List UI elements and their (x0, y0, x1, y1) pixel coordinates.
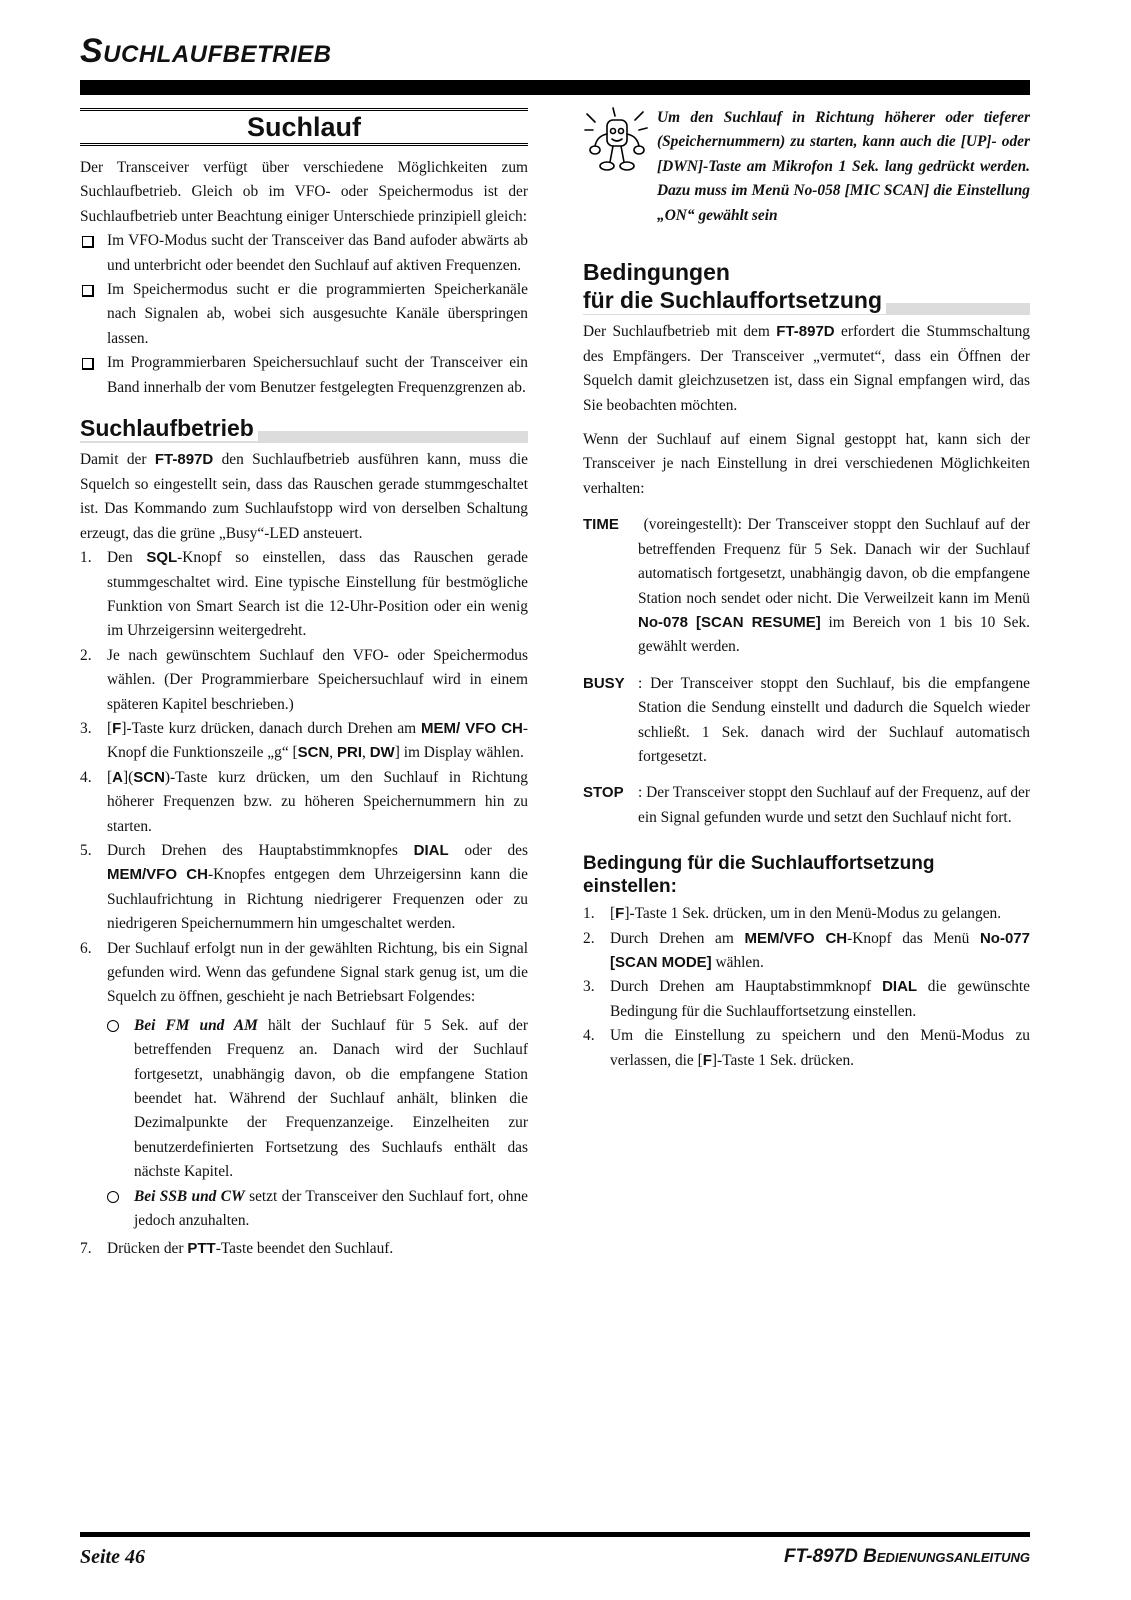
page-number: Seite 46 (80, 1546, 145, 1568)
definition-stop: STOP : Der Transceiver stoppt den Suchlauf auf der Frequenz, auf der ein Signal gefunden wurde und setzt den Suchlauf nicht fort. (583, 784, 1030, 826)
scan-steps-list (80, 546, 528, 1262)
title-rule (80, 80, 1030, 95)
squelch-paragraph: Damit der FT-897D den Suchlaufbetrieb ausführen kann, muss die Squelch so eingestellt sein, dass das Rauschen gerade stummgeschaltet ist. Das Kommando zum Suchlaufstopp wird von derselben Schaltung erzeugt, das die grüne „Busy“-LED ansteuert. (80, 451, 528, 542)
step-2: 2. Durch Drehen am MEM/VFO CH-Knopf das Menü No-077 [SCAN MODE] wählen. (583, 929, 1030, 971)
tip-box (583, 106, 1030, 228)
list-item: Im Programmierbaren Speichersuchlauf sucht der Transceiver ein Band innerhalb der vom Benutzer festgelegten Frequenzgrenzen ab. (80, 351, 528, 400)
checkbox-bullet-icon (82, 358, 94, 370)
page-title: Suchlaufbetrieb (80, 32, 332, 70)
list-item: Bei SSB und CW setzt der Transceiver den Suchlauf fort, ohne jedoch anzuhalten. (107, 1185, 528, 1234)
procedure-heading: Bedingung für die Suchlauffortsetzung einstellen: (583, 853, 935, 898)
resume-intro-paragraph: Der Suchlaufbetrieb mit dem FT-897D erfordert die Stummschaltung des Empfängers. Der Transceiver „vermutet“, dass ein Öffnen der Squelch damit gleichzusetzen ist, dass ein Signal empfangen wird, das Sie beobachten möchten. (583, 323, 1031, 414)
list-item: Im Speichermodus sucht er die programmierten Speicherkanäle nach Signalen ab, wobei sich ausgesuchte Kanäle überspringen lassen. (80, 278, 528, 351)
step-6: 6. Der Suchlauf erfolgt nun in der gewählten Richtung, bis ein Signal gefunden wird. Wenn das gefundene Signal stark genug ist, um die Squelch zu öffnen, geschieht je nach Betriebsart Folgendes: Bei FM und AM hält der Suchlauf für 5 Sek. auf der betreffenden Frequenz an. Danach wird der Suchlauf fortgesetzt, unabhängig davon, ob die empfangene Station beendet hat. Während der Suchlauf anhält, blinken die Dezimalpunkte der Frequenzanzeige. Einzelheiten zur benutzerdefinierten Fortsetzung des Suchlaufs enthält das nächste Kapitel. Bei SSB und CW setzt der Transceiver den Suchlauf fort, ohne jedoch anzuhalten. (80, 937, 528, 1234)
intro-paragraph: Der Transceiver verfügt über verschiedene Möglichkeiten zum Suchlaufbetrieb. Gleich ob im VFO- oder Speichermodus ist der Suchlaufbetrieb unter Beachtung einiger Unterschiede prinzipiell gleich: (80, 159, 528, 225)
mascot-tip-icon (583, 106, 651, 176)
list-item: Bei FM und AM hält der Suchlauf für 5 Sek. auf der betreffenden Frequenz an. Danach wird der Suchlauf fortgesetzt, unabhängig davon, ob die empfangene Station beendet hat. Während der Suchlauf anhält, blinken die Dezimalpunkte der Frequenzanzeige. Einzelheiten zur benutzerdefinierten Fortsetzung des Suchlaufs enthält das nächste Kapitel. (107, 1014, 528, 1185)
step-3: 3. Durch Drehen am Hauptabstimmknopf DIAL die gewünschte Bedingung für die Suchlauffortsetzung einstellen. (583, 978, 1031, 1020)
footer-rule (80, 1532, 1030, 1537)
checkbox-bullet-icon (82, 236, 94, 248)
section-heading-box (80, 108, 528, 146)
circle-bullet-icon (107, 1020, 119, 1032)
model-name: FT-897D (776, 323, 835, 341)
step-1: 1. [F]-Taste 1 Sek. drücken, um in den Menü-Modus zu gelangen. (583, 905, 1002, 923)
step-5: 5. Durch Drehen des Hauptabstimmknopfes DIAL oder des MEM/VFO CH-Knopfes entgegen dem Uhrzeigersinn kann die Suchlaufrichtung in Richtung niedrigerer Frequenzen oder zu niedrigeren Speichernummern hin umgeschaltet werden. (80, 841, 529, 933)
resume-options-paragraph: Wenn der Suchlauf auf einem Signal gestoppt hat, kann sich der Transceiver je nach Einstellung in drei verschiedenen Möglichkeiten verhalten: (583, 431, 1030, 497)
model-name: FT-897D (154, 451, 214, 469)
menu-steps-list (583, 902, 1030, 1073)
right-column (583, 106, 1030, 1073)
mode-bullet-list (80, 229, 528, 400)
step-3: 3. [F]-Taste kurz drücken, danach durch Drehen am MEM/ VFO CH-Knopf die Funktionszeile „g“ [SCN, PRI, DW] im Display wählen. (80, 719, 529, 762)
step-2: 2. Je nach gewünschtem Suchlauf den VFO- oder Speichermodus wählen. (Der Programmierbare Speichersuchlauf wird in einem späteren Kapitel beschrieben.) (80, 646, 528, 713)
subsection-heading: Bedingungen für die Suchlauffortsetzung (583, 258, 1030, 316)
checkbox-bullet-icon (82, 285, 94, 297)
step-4: 4. Um die Einstellung zu speichern und den Menü-Modus zu verlassen, die [F]-Taste 1 Sek. drücken. (583, 1027, 1030, 1069)
subsection-heading: Suchlaufbetrieb (80, 414, 528, 444)
mode-behavior-list (107, 1014, 528, 1234)
step-7: 7. Drücken der PTT-Taste beendet den Suchlauf. (80, 1240, 394, 1258)
section-heading: Suchlauf (246, 112, 361, 142)
step-1: 1. Den SQL-Knopf so einstellen, dass das Rauschen gerade stummgeschaltet wird. Eine typische Einstellung für bestmögliche Funktion von Smart Search ist die 12-Uhr-Position oder ein wenig im Uhrzeigersinn weitergedreht. (80, 549, 528, 640)
list-item: Im VFO-Modus sucht der Transceiver das Band aufoder abwärts ab und unterbricht oder beendet den Suchlauf auf aktiven Frequenzen. (80, 229, 528, 278)
document-title: FT-897D Bedienungsanleitung (783, 1546, 1030, 1567)
circle-bullet-icon (107, 1191, 119, 1203)
step-4: 4. [A](SCN)-Taste kurz drücken, um den Suchlauf in Richtung höherer Frequenzen bzw. zu höheren Speichernummern hin zu starten. (80, 768, 528, 835)
tip-text: Um den Suchlauf in Richtung höherer oder tieferer (Speichernummern) zu starten, kann auch die [UP]- oder [DWN]-Taste am Mikrofon 1 Sek. lang gedrückt werden. Dazu muss im Menü No-058 [MIC SCAN] die Einstellung „ON“ gewählt sein (657, 109, 1030, 224)
left-column (80, 106, 528, 1262)
definition-time: TIME (voreingestellt): Der Transceiver stoppt den Suchlauf auf der betreffenden Frequenz für 5 Sek. Danach wir der Suchlauf automatisch fortgesetzt, unabhängig davon, ob die empfangene Station noch sendet oder nicht. Die Verweilzeit kann im Menü No-078 [SCAN RESUME] im Bereich von 1 bis 10 Sek. gewählt werden. (583, 516, 1030, 656)
definition-busy: BUSY : Der Transceiver stoppt den Suchlauf, bis die empfangene Station die Sendung einstellt und dadurch die Squelch wieder schließt. 1 Sek. danach wird der Suchlauf automatisch fortgesetzt. (583, 674, 1030, 765)
